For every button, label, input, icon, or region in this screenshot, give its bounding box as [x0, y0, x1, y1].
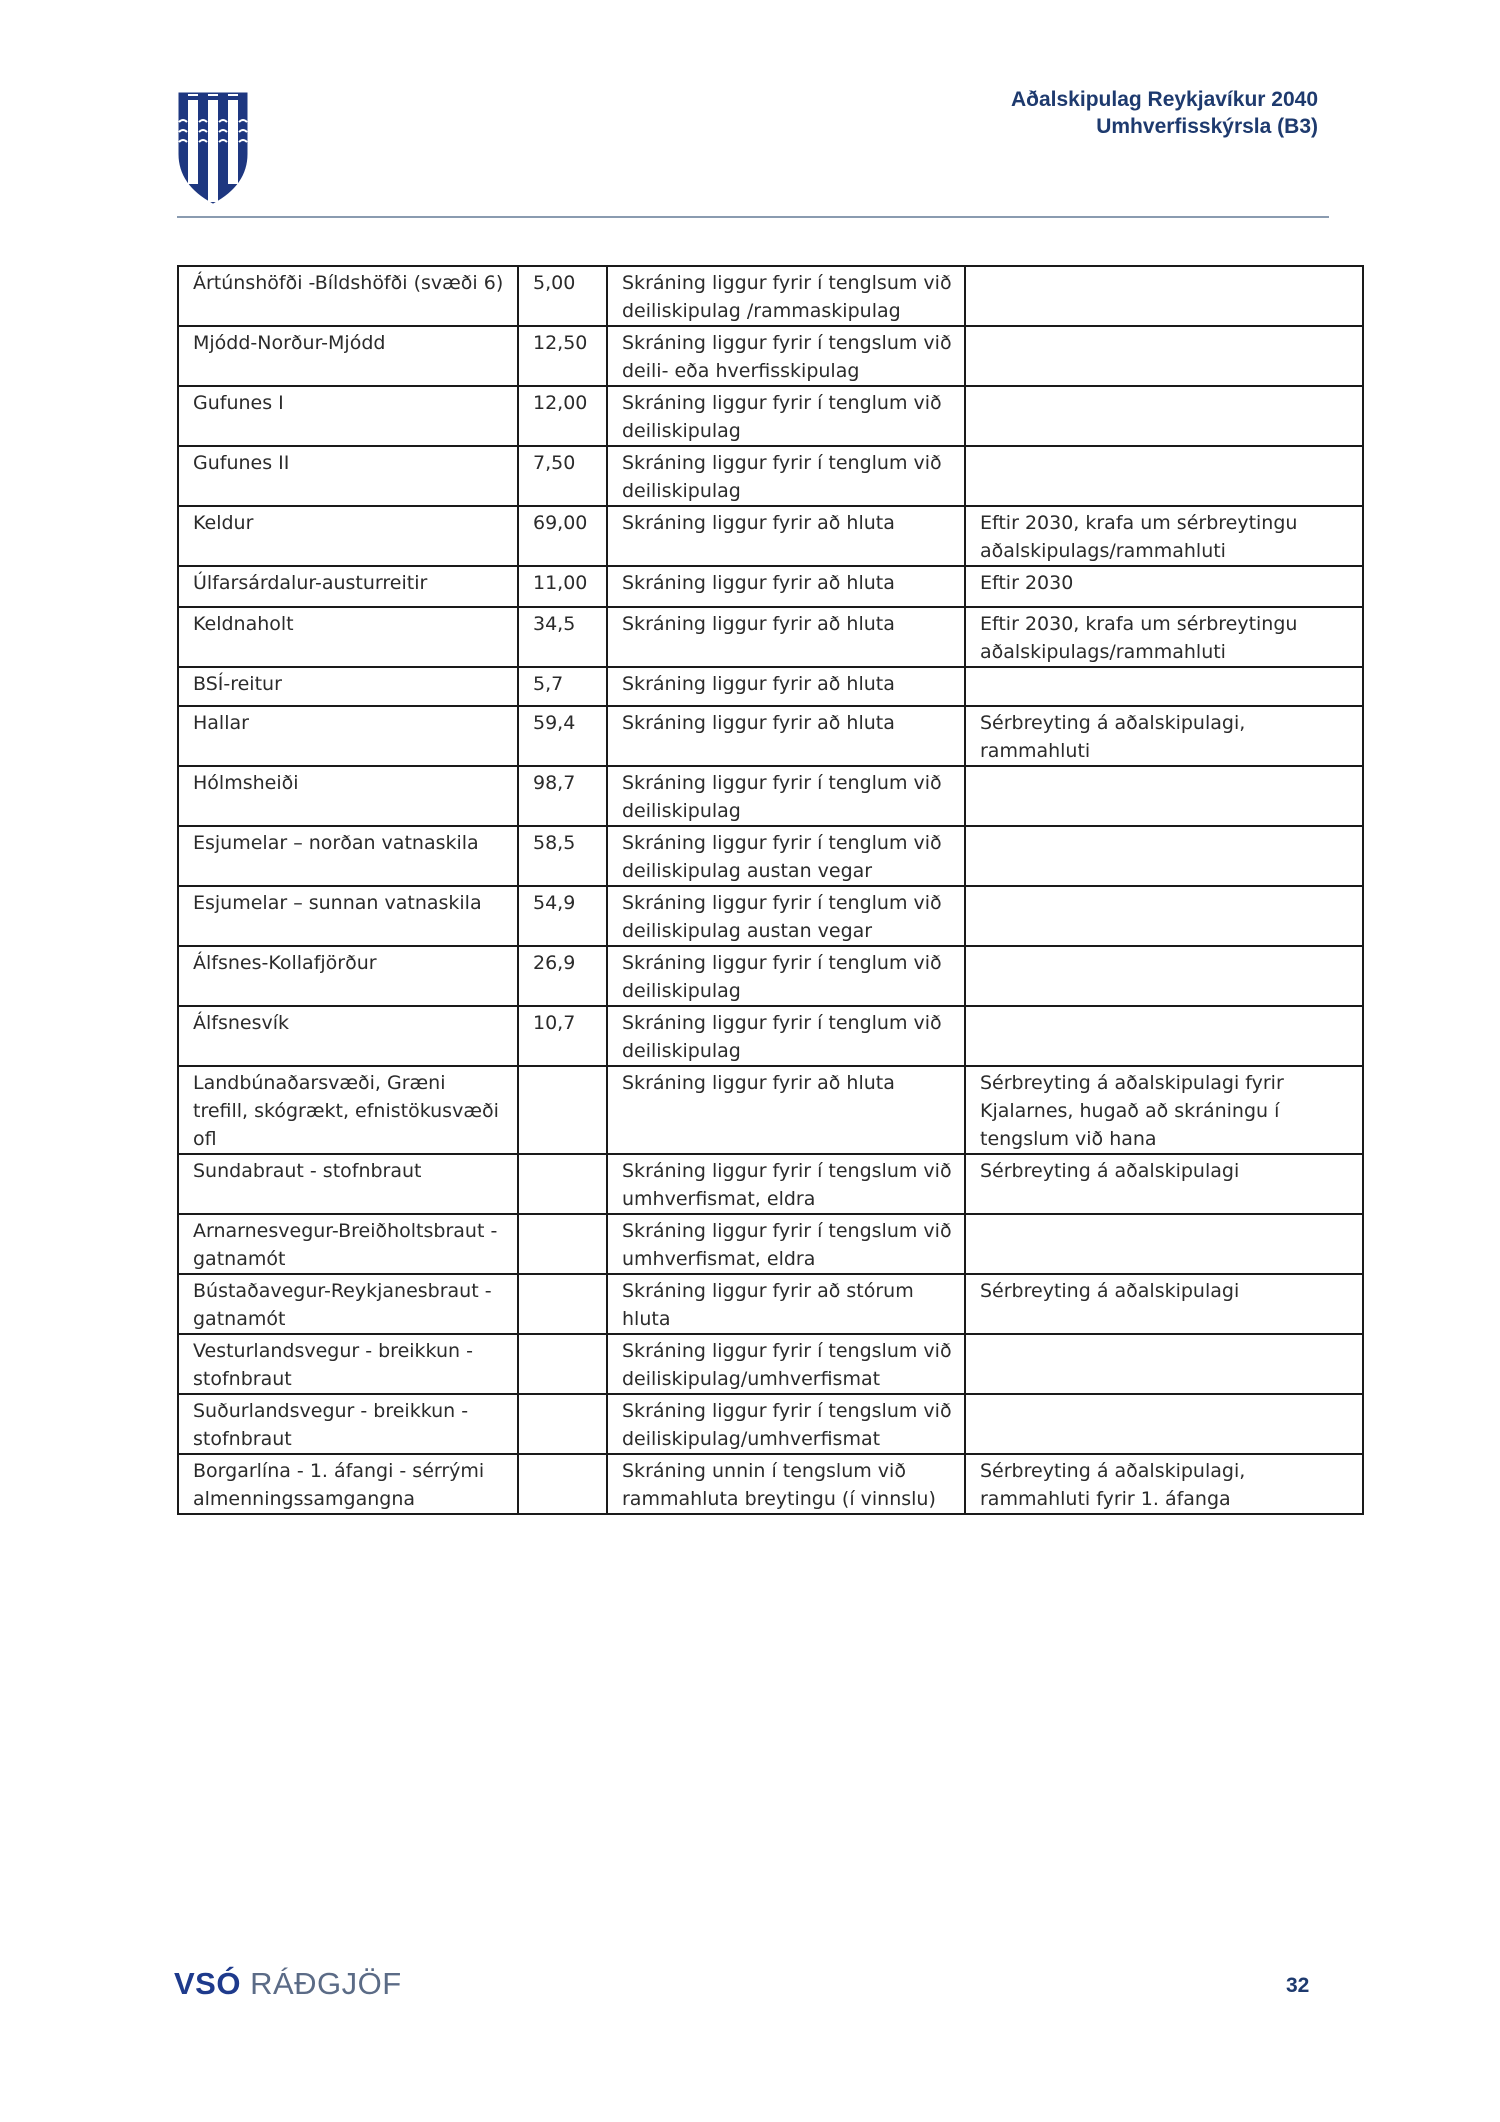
- table-row: [178, 826, 1363, 886]
- footer-brand-logo: [174, 1966, 402, 2002]
- document-header: [1011, 86, 1318, 140]
- area-name-cell: Úlfarsárdalur-austurreitir: [178, 566, 518, 607]
- table-row: [178, 266, 1363, 326]
- registration-cell: Skráning liggur fyrir í tenglum við deiliskipulag: [607, 446, 965, 506]
- area-size-cell: 69,00: [518, 506, 607, 566]
- notes-cell: Sérbreyting á aðalskipulagi, rammahluti fyrir 1. áfanga: [965, 1454, 1363, 1514]
- registration-cell: Skráning unnin í tengslum við rammahluta breytingu (í vinnslu): [607, 1454, 965, 1514]
- area-size-cell: [518, 1154, 607, 1214]
- notes-cell: Eftir 2030: [965, 566, 1363, 607]
- area-name-cell: Esjumelar – sunnan vatnaskila: [178, 886, 518, 946]
- area-size-cell: 5,7: [518, 667, 607, 706]
- notes-cell: [965, 1214, 1363, 1274]
- table-row: [178, 1154, 1363, 1214]
- registration-cell: Skráning liggur fyrir í tenglsum við deiliskipulag /rammaskipulag: [607, 266, 965, 326]
- area-size-cell: 26,9: [518, 946, 607, 1006]
- table-row: [178, 446, 1363, 506]
- registration-cell: Skráning liggur fyrir í tengslum við deiliskipulag/umhverfismat: [607, 1334, 965, 1394]
- page-number: 32: [1286, 1974, 1310, 1997]
- notes-cell: [965, 667, 1363, 706]
- table-row: [178, 766, 1363, 826]
- notes-cell: [965, 386, 1363, 446]
- registration-cell: Skráning liggur fyrir í tenglum við deiliskipulag austan vegar: [607, 886, 965, 946]
- table-row: [178, 566, 1363, 607]
- area-size-cell: [518, 1066, 607, 1154]
- area-size-cell: 5,00: [518, 266, 607, 326]
- header-divider: [177, 216, 1329, 218]
- registration-cell: Skráning liggur fyrir að hluta: [607, 667, 965, 706]
- area-name-cell: Borgarlína - 1. áfangi - sérrými almenningssamgangna: [178, 1454, 518, 1514]
- area-size-cell: [518, 1334, 607, 1394]
- area-size-cell: 58,5: [518, 826, 607, 886]
- registration-cell: Skráning liggur fyrir í tenglum við deiliskipulag: [607, 386, 965, 446]
- registration-cell: Skráning liggur fyrir að stórum hluta: [607, 1274, 965, 1334]
- notes-cell: Sérbreyting á aðalskipulagi fyrir Kjalarnes, hugað að skráningu í tengslum við hana: [965, 1066, 1363, 1154]
- notes-cell: Sérbreyting á aðalskipulagi: [965, 1274, 1363, 1334]
- table-row: [178, 706, 1363, 766]
- notes-cell: [965, 766, 1363, 826]
- area-name-cell: Keldur: [178, 506, 518, 566]
- area-size-cell: [518, 1454, 607, 1514]
- table-row: [178, 667, 1363, 706]
- table-row: [178, 386, 1363, 446]
- registration-cell: Skráning liggur fyrir í tengslum við deiliskipulag/umhverfismat: [607, 1394, 965, 1454]
- registration-cell: Skráning liggur fyrir að hluta: [607, 566, 965, 607]
- registration-cell: Skráning liggur fyrir í tenglum við deiliskipulag: [607, 946, 965, 1006]
- registration-cell: Skráning liggur fyrir í tengslum við umhverfismat, eldra: [607, 1214, 965, 1274]
- registration-cell: Skráning liggur fyrir að hluta: [607, 706, 965, 766]
- area-name-cell: Álfsnesvík: [178, 1006, 518, 1066]
- logo: [178, 92, 248, 204]
- area-name-cell: Mjódd-Norður-Mjódd: [178, 326, 518, 386]
- planning-areas-table: [177, 265, 1364, 1515]
- registration-cell: Skráning liggur fyrir að hluta: [607, 1066, 965, 1154]
- notes-cell: [965, 946, 1363, 1006]
- notes-cell: [965, 1394, 1363, 1454]
- table-row: [178, 1394, 1363, 1454]
- area-name-cell: Hólmsheiði: [178, 766, 518, 826]
- table-row: [178, 946, 1363, 1006]
- area-name-cell: Landbúnaðarsvæði, Græni trefill, skógrækt, efnistökusvæði ofl: [178, 1066, 518, 1154]
- header-subtitle: Umhverfisskýrsla (B3): [1096, 115, 1318, 138]
- notes-cell: [965, 266, 1363, 326]
- notes-cell: [965, 326, 1363, 386]
- registration-cell: Skráning liggur fyrir í tengslum við deili- eða hverfisskipulag: [607, 326, 965, 386]
- notes-cell: [965, 886, 1363, 946]
- registration-cell: Skráning liggur fyrir í tengslum við umhverfismat, eldra: [607, 1154, 965, 1214]
- registration-cell: Skráning liggur fyrir að hluta: [607, 506, 965, 566]
- notes-cell: Eftir 2030, krafa um sérbreytingu aðalskipulags/rammahluti: [965, 607, 1363, 667]
- registration-cell: Skráning liggur fyrir að hluta: [607, 607, 965, 667]
- area-name-cell: Esjumelar – norðan vatnaskila: [178, 826, 518, 886]
- notes-cell: [965, 1334, 1363, 1394]
- area-size-cell: 59,4: [518, 706, 607, 766]
- notes-cell: [965, 826, 1363, 886]
- table-row: [178, 1066, 1363, 1154]
- reykjavik-coat-of-arms-icon: [178, 92, 248, 204]
- area-size-cell: 98,7: [518, 766, 607, 826]
- area-size-cell: [518, 1394, 607, 1454]
- area-name-cell: Arnarnesvegur-Breiðholtsbraut - gatnamót: [178, 1214, 518, 1274]
- area-name-cell: Gufunes I: [178, 386, 518, 446]
- table-row: [178, 1274, 1363, 1334]
- table-row: [178, 607, 1363, 667]
- area-size-cell: 11,00: [518, 566, 607, 607]
- notes-cell: Eftir 2030, krafa um sérbreytingu aðalskipulags/rammahluti: [965, 506, 1363, 566]
- brand-name-secondary: RÁÐGJÖF: [250, 1966, 402, 2001]
- table-row: [178, 1334, 1363, 1394]
- notes-cell: [965, 1006, 1363, 1066]
- area-name-cell: Álfsnes-Kollafjörður: [178, 946, 518, 1006]
- area-name-cell: Suðurlandsvegur - breikkun - stofnbraut: [178, 1394, 518, 1454]
- table-row: [178, 1006, 1363, 1066]
- area-size-cell: 10,7: [518, 1006, 607, 1066]
- registration-cell: Skráning liggur fyrir í tenglum við deiliskipulag austan vegar: [607, 826, 965, 886]
- area-name-cell: BSÍ-reitur: [178, 667, 518, 706]
- brand-name-primary: VSÓ: [174, 1966, 241, 2001]
- table-row: [178, 326, 1363, 386]
- area-name-cell: Vesturlandsvegur - breikkun - stofnbraut: [178, 1334, 518, 1394]
- area-size-cell: [518, 1274, 607, 1334]
- table-row: [178, 886, 1363, 946]
- area-name-cell: Sundabraut - stofnbraut: [178, 1154, 518, 1214]
- registration-cell: Skráning liggur fyrir í tenglum við deiliskipulag: [607, 1006, 965, 1066]
- area-name-cell: Gufunes II: [178, 446, 518, 506]
- area-size-cell: 54,9: [518, 886, 607, 946]
- notes-cell: [965, 446, 1363, 506]
- table-row: [178, 1454, 1363, 1514]
- area-name-cell: Ártúnshöfði -Bíldshöfði (svæði 6): [178, 266, 518, 326]
- area-size-cell: 34,5: [518, 607, 607, 667]
- header-title: Aðalskipulag Reykjavíkur 2040: [1011, 88, 1318, 111]
- area-size-cell: [518, 1214, 607, 1274]
- registration-cell: Skráning liggur fyrir í tenglum við deiliskipulag: [607, 766, 965, 826]
- area-size-cell: 12,00: [518, 386, 607, 446]
- table-row: [178, 506, 1363, 566]
- area-size-cell: 12,50: [518, 326, 607, 386]
- table-row: [178, 1214, 1363, 1274]
- area-name-cell: Keldnaholt: [178, 607, 518, 667]
- area-name-cell: Hallar: [178, 706, 518, 766]
- notes-cell: Sérbreyting á aðalskipulagi, rammahluti: [965, 706, 1363, 766]
- notes-cell: Sérbreyting á aðalskipulagi: [965, 1154, 1363, 1214]
- area-name-cell: Bústaðavegur-Reykjanesbraut - gatnamót: [178, 1274, 518, 1334]
- area-size-cell: 7,50: [518, 446, 607, 506]
